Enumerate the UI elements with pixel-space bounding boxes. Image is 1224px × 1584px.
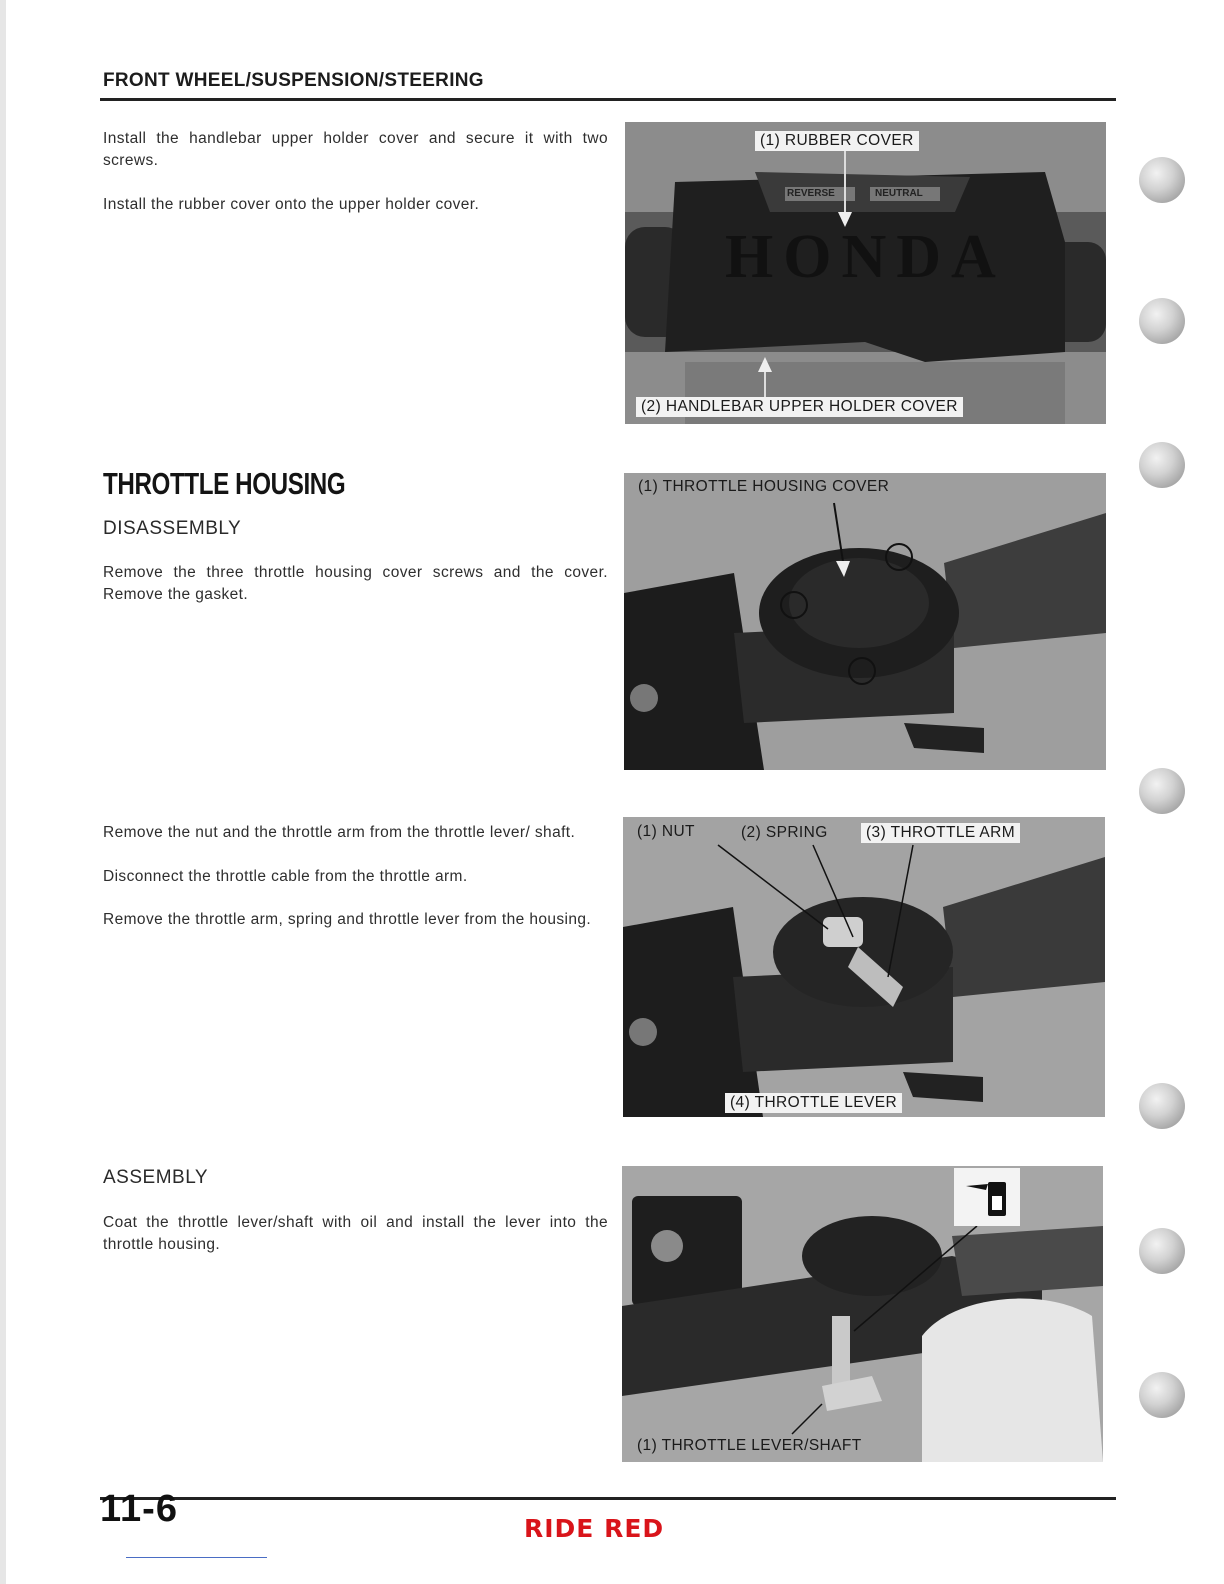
badge-left: REVERSE <box>787 188 835 199</box>
paragraph: Remove the three throttle housing cover screws and the cover. Remove the gasket. <box>103 564 608 603</box>
photo-throttle-lever-shaft <box>622 1166 1103 1462</box>
section4-text <box>103 1212 608 1256</box>
paragraph: Disconnect the throttle cable from the throttle arm. <box>103 868 468 885</box>
honda-logo-text: HONDA <box>725 223 1006 291</box>
header-rule <box>100 98 1116 101</box>
photo-throttle-housing-illustration <box>624 473 1106 770</box>
paragraph: Install the rubber cover onto the upper holder cover. <box>103 196 480 213</box>
badge-right: NEUTRAL <box>875 188 923 199</box>
photo-rubber-cover <box>625 122 1106 424</box>
tab-marker <box>1139 298 1185 344</box>
scan-edge <box>0 0 6 1584</box>
tab-marker <box>1139 768 1185 814</box>
tab-marker <box>1139 157 1185 203</box>
page-number: 11-6 <box>100 1488 178 1530</box>
scan-underline <box>126 1557 267 1558</box>
photo-throttle-housing-cover <box>624 473 1106 770</box>
oil-can-icon <box>962 1176 1012 1220</box>
callout-rubber-cover: (1) RUBBER COVER <box>755 131 919 151</box>
callout-throttle-housing-cover: (1) THROTTLE HOUSING COVER <box>638 478 890 495</box>
photo-throttle-lever-shaft-illustration <box>622 1166 1103 1462</box>
callout-handlebar-upper-holder-cover: (2) HANDLEBAR UPPER HOLDER COVER <box>636 397 963 417</box>
section-title: THROTTLE HOUSING <box>103 466 346 501</box>
callout-nut: (1) NUT <box>637 823 695 840</box>
callout-spring: (2) SPRING <box>741 824 828 841</box>
footer-rule <box>100 1497 1116 1500</box>
subsection-disassembly: DISASSEMBLY <box>103 518 242 539</box>
tab-marker <box>1139 1083 1185 1129</box>
paragraph: Coat the throttle lever/shaft with oil and install the lever into the throttle housing. <box>103 1214 608 1253</box>
paragraph: Remove the throttle arm, spring and throttle lever from the housing. <box>103 911 592 928</box>
tab-marker <box>1139 442 1185 488</box>
ride-red-watermark: RIDE RED <box>524 1514 665 1543</box>
tab-marker <box>1139 1372 1185 1418</box>
paragraph: Install the handlebar upper holder cover and secure it with two screws. <box>103 130 608 169</box>
chapter-title: FRONT WHEEL/SUSPENSION/STEERING <box>103 70 484 91</box>
photo-throttle-arm <box>623 817 1105 1117</box>
callout-throttle-lever: (4) THROTTLE LEVER <box>725 1093 902 1113</box>
photo-throttle-arm-illustration <box>623 817 1105 1117</box>
callout-throttle-arm: (3) THROTTLE ARM <box>861 823 1020 843</box>
subsection-assembly: ASSEMBLY <box>103 1167 209 1188</box>
paragraph: Remove the nut and the throttle arm from the throttle lever/ shaft. <box>103 824 576 841</box>
section2-text <box>103 562 608 606</box>
section1-text <box>103 128 608 216</box>
tab-marker <box>1139 1228 1185 1274</box>
callout-throttle-lever-shaft: (1) THROTTLE LEVER/SHAFT <box>637 1437 862 1454</box>
section3-text <box>103 822 608 931</box>
